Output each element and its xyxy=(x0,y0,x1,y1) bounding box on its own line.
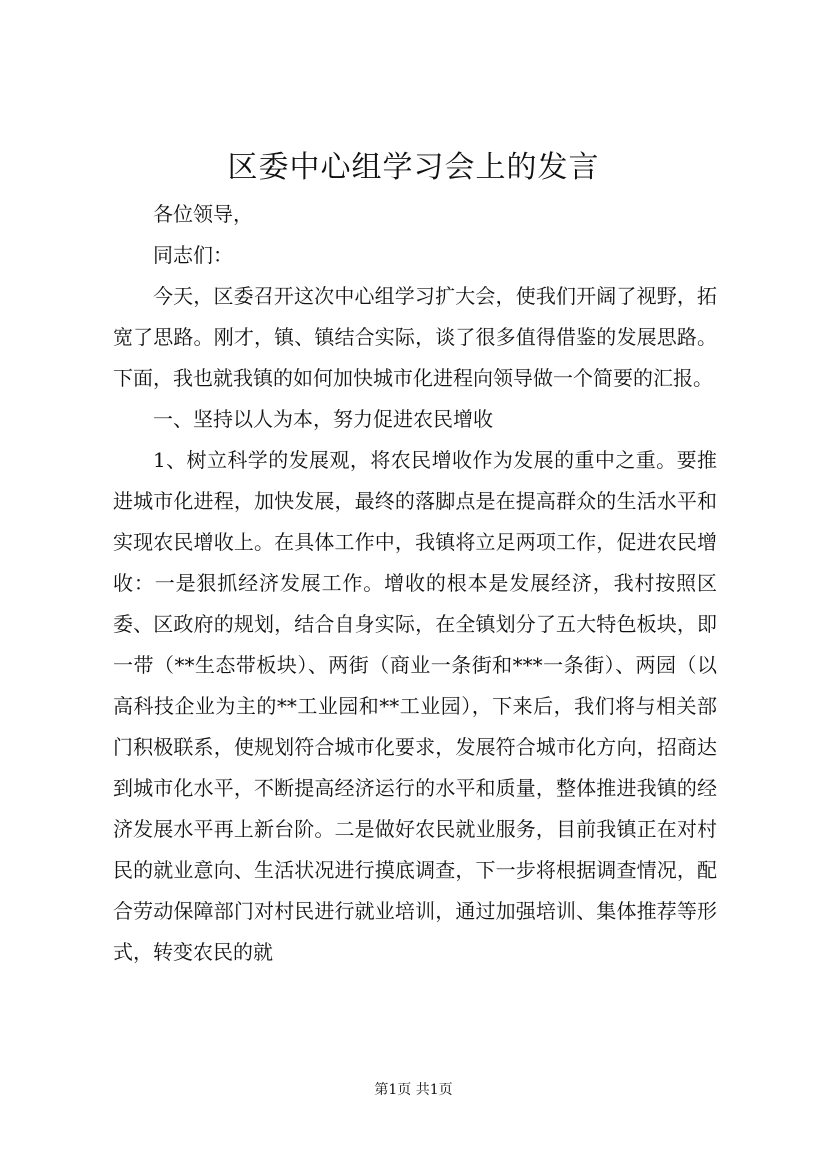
salutation-leaders: 各位领导， xyxy=(153,202,253,226)
paragraph-point-1: 1、树立科学的发展观，将农民增收作为发展的重中之重。要推进城市化进程，加快发展，最终的落脚点是在提高群众的生活水平和实现农民增收上。在具体工作中，我镇将立足两项工作，促进农民增收：一是狠抓经济发展工作。增收的根本是发展经济，我村按照区委、区政府的规划，结合自身实际，在全镇划分了五大特色板块，即一带（**生态带板块）、两街（商业一条街和***一条街）、两园（以高科技企业为主的**工业园和**工业园），下来后，我们将与相关部门积极联系，使规划符合城市化要求，发展符合城市化方向，招商达到城市化水平，不断提高经济运行的水平和质量，整体推进我镇的经济发展水平再上新台阶。二是做好农民就业服务，目前我镇正在对村民的就业意向、生活状况进行摸底调查，下一步将根据调查情况，配合劳动保障部门对村民进行就业培训，通过加强培训、集体推荐等形式，转变农民的就 xyxy=(113,448,717,964)
salutation-comrades: 同志们： xyxy=(153,243,233,267)
paragraph-intro: 今天，区委召开这次中心组学习扩大会，使我们开阔了视野，拓宽了思路。刚才，镇、镇结合实际，谈了很多值得借鉴的发展思路。下面，我也就我镇的如何加快城市化进程向领导做一个简要的汇报。 xyxy=(113,284,717,390)
document-body xyxy=(113,194,717,973)
section-heading-1: 一、坚持以人为本，努力促进农民增收 xyxy=(153,407,493,431)
document-title: 区委中心组学习会上的发言 xyxy=(227,150,600,185)
page-footer: 第1页 共1页 xyxy=(374,1082,453,1098)
